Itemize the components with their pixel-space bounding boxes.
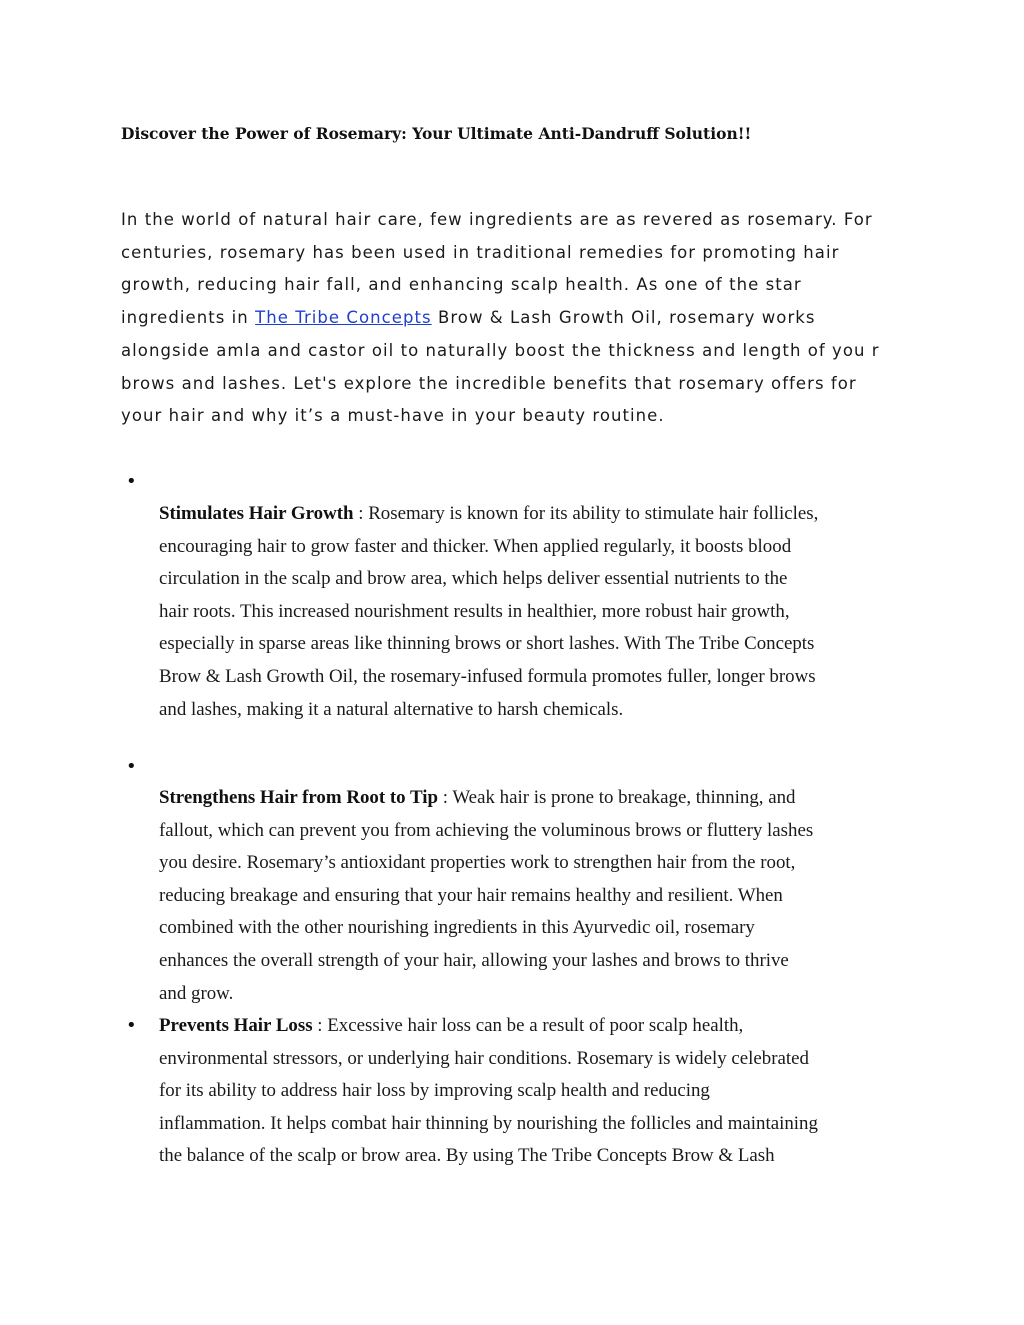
list-item-line: the balance of the scalp or brow area. By using The Tribe Concepts Brow & Lash xyxy=(159,1145,775,1167)
intro-paragraph xyxy=(121,204,911,433)
list-item-line: fallout, which can prevent you from achieving the voluminous brows or fluttery lashes xyxy=(159,819,814,841)
list-item-line: you desire. Rosemary’s antioxidant properties work to strengthen hair from the root, xyxy=(159,852,796,874)
list-item-first-line xyxy=(159,498,919,531)
bullet-icon: • xyxy=(126,756,137,777)
list-item-line: Brow & Lash Growth Oil, the rosemary-infused formula promotes fuller, longer brows xyxy=(159,665,816,687)
list-item-line: especially in sparse areas like thinning brows or short lashes. With The Tribe Concepts xyxy=(159,633,815,655)
intro-line: your hair and why it’s a must-have in your beauty routine. xyxy=(121,406,665,426)
bullet-icon: • xyxy=(126,1015,137,1036)
intro-line: alongside amla and castor oil to naturally boost the thickness and length of you r xyxy=(121,340,880,360)
list-item-text: : Rosemary is known for its ability to stimulate hair follicles, xyxy=(353,503,819,524)
list-item-line: hair roots. This increased nourishment results in healthier, more robust hair growth, xyxy=(159,600,790,622)
intro-line xyxy=(121,302,911,335)
intro-line: growth, reducing hair fall, and enhancing scalp health. As one of the star xyxy=(121,275,802,295)
list-item-text: : Weak hair is prone to breakage, thinning, and xyxy=(438,787,796,808)
list-item-text: : Excessive hair loss can be a result of poor scalp health, xyxy=(312,1015,744,1036)
list-item-body xyxy=(159,498,919,726)
list-item-line: combined with the other nourishing ingredients in this Ayurvedic oil, rosemary xyxy=(159,917,755,939)
list-item-heading: Prevents Hair Loss xyxy=(159,1015,313,1036)
bullet-icon: • xyxy=(126,471,137,492)
intro-line: centuries, rosemary has been used in traditional remedies for promoting hair xyxy=(121,242,840,262)
list-item-line: for its ability to address hair loss by improving scalp health and reducing xyxy=(159,1080,710,1102)
list-item-line: inflammation. It helps combat hair thinning by nourishing the follicles and maintaining xyxy=(159,1112,818,1134)
intro-line: brows and lashes. Let's explore the incredible benefits that rosemary offers for xyxy=(121,373,857,393)
list-item-heading: Strengthens Hair from Root to Tip xyxy=(159,787,439,808)
list-item-line: enhances the overall strength of your hair, allowing your lashes and brows to thrive xyxy=(159,949,789,971)
list-item-line: and grow. xyxy=(159,982,234,1004)
list-item-first-line xyxy=(159,782,919,815)
list-item-heading: Stimulates Hair Growth xyxy=(159,503,354,524)
intro-text: ingredients in xyxy=(121,308,256,328)
list-item-line: environmental stressors, or underlying hair conditions. Rosemary is widely celebrated xyxy=(159,1047,809,1069)
intro-text: Brow & Lash Growth Oil, rosemary works xyxy=(431,308,816,328)
list-item-line: and lashes, making it a natural alternative to harsh chemicals. xyxy=(159,698,624,720)
list-item-body xyxy=(159,782,919,1010)
tribe-concepts-link[interactable]: The Tribe Concepts xyxy=(255,308,432,328)
list-item-line: reducing breakage and ensuring that your hair remains healthy and resilient. When xyxy=(159,884,783,906)
page-title: Discover the Power of Rosemary: Your Ultimate Anti-Dandruff Solution!! xyxy=(121,124,752,143)
list-item-line: circulation in the scalp and brow area, which helps deliver essential nutrients to the xyxy=(159,568,788,590)
list-item-line: encouraging hair to grow faster and thicker. When applied regularly, it boosts blood xyxy=(159,535,792,557)
list-item-first-line xyxy=(159,1010,919,1043)
list-item-body xyxy=(159,1010,919,1173)
intro-line: In the world of natural hair care, few ingredients are as revered as rosemary. For xyxy=(121,210,873,229)
